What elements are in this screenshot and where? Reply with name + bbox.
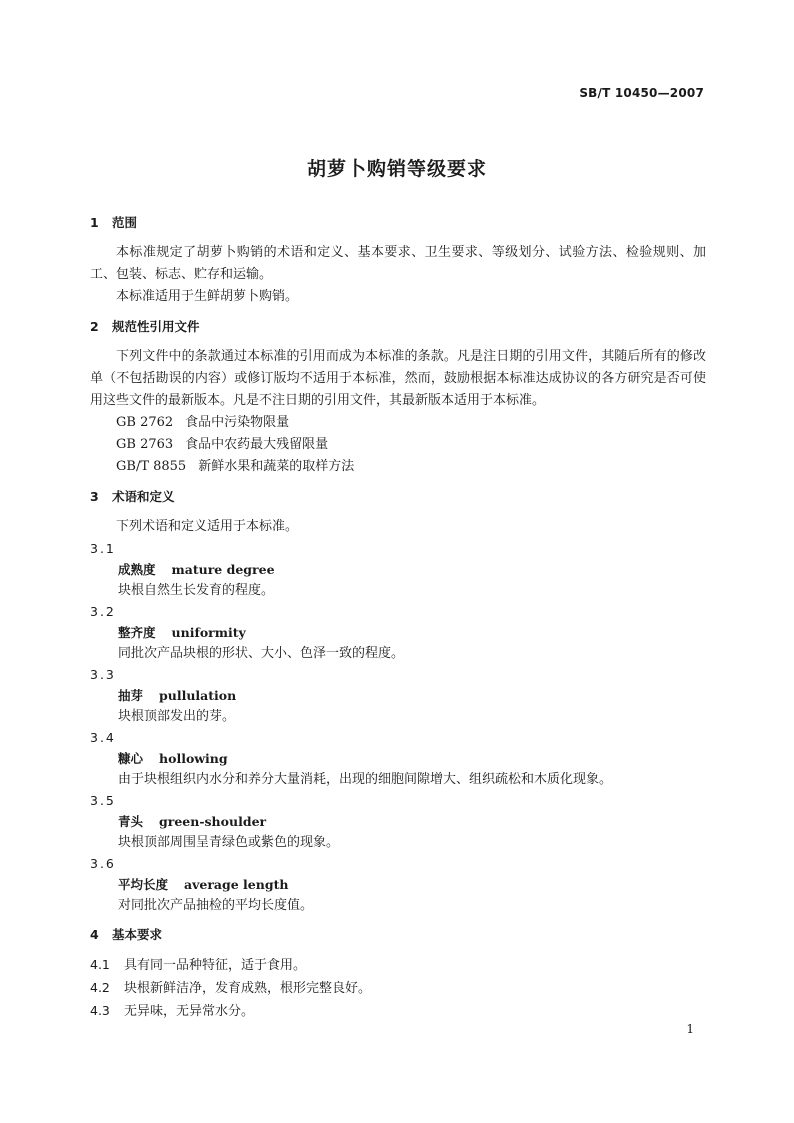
term-definition: 块根顶部周围呈青绿色或紫色的现象。 bbox=[118, 835, 340, 850]
term-number: 3.4 bbox=[90, 730, 116, 745]
term-definition: 由于块根组织内水分和养分大量消耗，出现的细胞间隙增大、组织疏松和木质化现象。 bbox=[118, 772, 613, 787]
requirement-number: 4.1 bbox=[90, 957, 110, 972]
term-cn: 成熟度 bbox=[118, 562, 156, 577]
term-definition: 对同批次产品抽检的平均长度值。 bbox=[118, 898, 314, 913]
section-number: 2 bbox=[90, 319, 99, 334]
term-name bbox=[118, 559, 706, 580]
term-name bbox=[118, 811, 706, 832]
section-number: 4 bbox=[90, 927, 99, 942]
section-title: 范围 bbox=[112, 215, 138, 230]
requirement-text: 具有同一品种特征，适于食用。 bbox=[124, 958, 307, 973]
section-title: 术语和定义 bbox=[112, 489, 175, 504]
section-title: 规范性引用文件 bbox=[112, 319, 200, 334]
terms-intro: 下列术语和定义适用于本标准。 bbox=[116, 519, 299, 534]
scope-paragraph-1: 本标准规定了胡萝卜购销的术语和定义、基本要求、卫生要求、等级划分、试验方法、检验规则、加工、包装、标志、贮存和运输。 bbox=[90, 245, 706, 282]
term-en: mature degree bbox=[171, 562, 275, 577]
term-number: 3.2 bbox=[90, 604, 116, 619]
term-cn: 糠心 bbox=[118, 751, 144, 766]
requirement-number: 4.2 bbox=[90, 980, 110, 995]
reference-code: GB 2763 bbox=[116, 437, 174, 452]
document-title: 胡萝卜购销等级要求 bbox=[306, 158, 487, 180]
section-3-heading bbox=[90, 486, 706, 508]
term-name bbox=[118, 622, 706, 643]
term-definition: 同批次产品块根的形状、大小、色泽一致的程度。 bbox=[118, 646, 405, 661]
term-definition: 块根自然生长发育的程度。 bbox=[118, 583, 275, 598]
section-1-heading bbox=[90, 212, 706, 234]
requirement-text: 无异味，无异常水分。 bbox=[124, 1004, 255, 1019]
requirement-text: 块根新鲜洁净，发育成熟，根形完整良好。 bbox=[124, 981, 372, 996]
scope-paragraph-2: 本标准适用于生鲜胡萝卜购销。 bbox=[116, 289, 299, 304]
standard-code: SB/T 10450—2007 bbox=[579, 86, 704, 100]
term-number: 3.5 bbox=[90, 793, 116, 808]
term-en: green-shoulder bbox=[159, 814, 267, 829]
term-cn: 平均长度 bbox=[118, 877, 169, 892]
normative-paragraph: 下列文件中的条款通过本标准的引用而成为本标准的条款。凡是注日期的引用文件，其随后所有的修改单（不包括勘误的内容）或修订版均不适用于本标准，然而，鼓励根据本标准达成协议的各方研究是否可使用这些文件的最新版本。凡是不注日期的引用文件，其最新版本适用于本标准。 bbox=[90, 349, 706, 408]
term-name bbox=[118, 685, 706, 706]
term-en: uniformity bbox=[171, 625, 246, 640]
section-2-heading bbox=[90, 316, 706, 338]
term-cn: 青头 bbox=[118, 814, 144, 829]
requirement-number: 4.3 bbox=[90, 1003, 110, 1018]
term-en: hollowing bbox=[159, 751, 228, 766]
reference-code: GB 2762 bbox=[116, 415, 174, 430]
requirement-item bbox=[90, 954, 706, 977]
section-title: 基本要求 bbox=[112, 927, 163, 942]
term-name bbox=[118, 874, 706, 895]
reference-code: GB/T 8855 bbox=[116, 459, 187, 474]
term-cn: 整齐度 bbox=[118, 625, 156, 640]
term-number: 3.6 bbox=[90, 856, 116, 871]
term-name bbox=[118, 748, 706, 769]
reference-title: 食品中农药最大残留限量 bbox=[185, 437, 329, 452]
requirement-item bbox=[90, 1000, 706, 1023]
reference-title: 新鲜水果和蔬菜的取样方法 bbox=[198, 459, 355, 474]
section-number: 1 bbox=[90, 215, 99, 230]
term-number: 3.3 bbox=[90, 667, 116, 682]
page-number: 1 bbox=[686, 1022, 694, 1036]
term-definition: 块根顶部发出的芽。 bbox=[118, 709, 236, 724]
term-number: 3.1 bbox=[90, 541, 116, 556]
section-number: 3 bbox=[90, 489, 99, 504]
term-en: pullulation bbox=[159, 688, 237, 703]
term-cn: 抽芽 bbox=[118, 688, 144, 703]
reference-item bbox=[116, 434, 706, 456]
reference-item bbox=[116, 456, 706, 478]
term-en: average length bbox=[184, 877, 289, 892]
reference-title: 食品中污染物限量 bbox=[185, 415, 290, 430]
document-body bbox=[90, 212, 706, 1023]
requirement-item bbox=[90, 977, 706, 1000]
section-4-heading bbox=[90, 924, 706, 946]
reference-item bbox=[116, 412, 706, 434]
